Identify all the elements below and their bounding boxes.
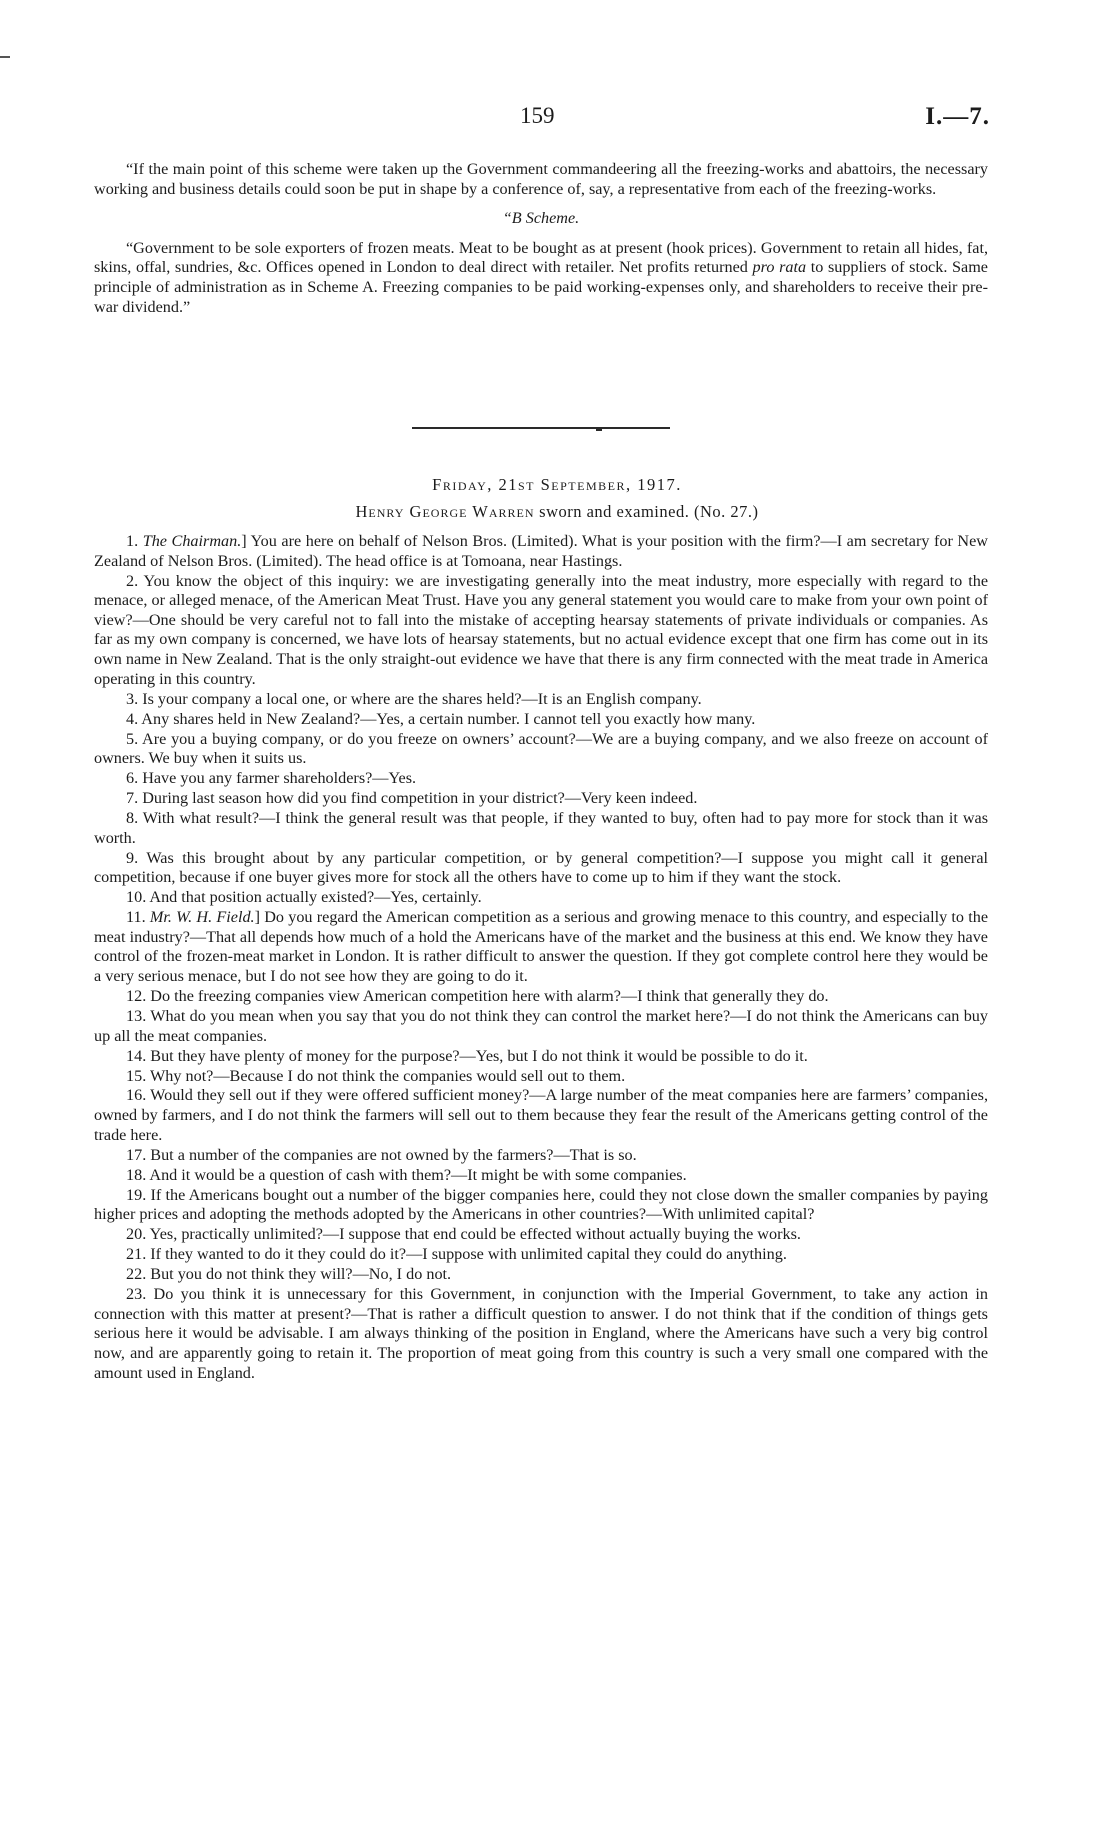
question-7: 7. During last season how did you find competition in your district?—Very keen indeed. [126, 789, 698, 808]
page-number: 159 [520, 103, 555, 128]
question-2: 2. You know the object of this inquiry: we are investigating generally into the meat industry, more especially with regard to the menace, or alleged menace, of the American Meat Trust. Have you any general statement you would care to make from your own point of view?—One should be very careful not to fall into the mistake of accepting hearsay statements of private individuals or companies. As far as my own company is concerned, we have lots of hearsay statements, but no actual evidence except that one firm has come out in its own name in New Zealand. That is the only straight-out evidence we have that there is any firm connected with the meat trade in America operating in this country. [94, 571, 988, 688]
testimony-body [94, 532, 988, 1384]
question-6: 6. Have you any farmer shareholders?—Yes. [126, 769, 417, 788]
question-13: 13. What do you mean when you say that you do not think they can control the market here?—I do not think the Americans can buy up all the meat companies. [94, 1006, 988, 1045]
question-8: 8. With what result?—I think the general result was that people, if they wanted to buy, often had to pay more for stock than it was worth. [94, 809, 988, 847]
question-20: 20. Yes, practically unlimited?—I suppose that end could be effected without actually buying the works. [126, 1225, 801, 1244]
scheme-text-part-2: to suppliers of stock. Same principle of administration as in Scheme A. Freezing companies to be paid working-expenses only, and shareholders to receive their pre-war dividend.” [94, 258, 988, 316]
question-11 [94, 908, 988, 986]
speaker-name: Mr. W. H. Field. [149, 908, 255, 927]
document-reference: I.—7. [925, 103, 990, 130]
question-number: 1. [126, 532, 143, 550]
question-23: 23. Do you think it is unnecessary for this Government, in conjunction with the Imperial Government, to take any action in connection with this matter at present?—That is rather a difficult question to answer. I do not think that if the condition of things gets serious here it would be advisable. I am always thinking of the position in England, where the Americans have such a very big control now, and are apparently going to retain it. The proportion of meat going from this country is such a very small one compared with the amount used in England. [94, 1285, 988, 1382]
speaker-name: The Chairman. [142, 532, 242, 550]
question-text: ] You are here on behalf of Nelson Bros. (Limited). What is your position with the firm?—I am secretary for New Zealand of Nelson Bros. (Limited). The head office is at Tomoana, near Hastings. [94, 532, 988, 570]
quoted-scheme-section [94, 160, 988, 317]
scheme-text-part-1: “Government to be sole exporters of frozen meats. Meat to be bought as at present (hook prices). Government to retain all hides, fat, skins, offal, sundries, &c. Offices opened in London to deal direct with retailer. Net profits returned [94, 238, 988, 277]
question-17: 17. But a number of the companies are not owned by the farmers?—That is so. [126, 1145, 637, 1164]
question-18: 18. And it would be a question of cash with them?—It might be with some companies. [126, 1165, 687, 1184]
question-16: 16. Would they sell out if they were offered sufficient money?—A large number of the meat companies here are farmers’ companies, owned by farmers, and I do not think the farmers will sell out to them because they fear the result of the Americans getting control of the trade here. [94, 1086, 988, 1144]
question-12: 12. Do the freezing companies view American competition here with alarm?—I think that generally they do. [126, 986, 829, 1005]
question-21: 21. If they wanted to do it they could do it?—I suppose with unlimited capital they could do anything. [126, 1245, 787, 1264]
question-5: 5. Are you a buying company, or do you freeze on owners’ account?—We are a buying company, and we also freeze on account of owners. We buy when it suits us. [94, 729, 988, 768]
page-header [0, 103, 1114, 137]
question-1 [94, 532, 988, 571]
quote-intro-paragraph: “If the main point of this scheme were taken up the Government commandeering all the freezing-works and abattoirs, the necessary working and business details could soon be put in shape by a conference of, say, a representative from each of the freezing-works. [94, 160, 988, 198]
scheme-paragraph [94, 239, 988, 317]
scheme-text-italic: pro rata [752, 258, 807, 277]
question-10: 10. And that position actually existed?—Yes, certainly. [126, 888, 482, 907]
question-text: ] Do you regard the American competition as a serious and growing menace to this country, and especially to the meat industry?—That all depends how much of a hold the Americans have of the market and the business at this end. We know they have control of the frozen-meat market in London. It is rather difficult to answer the question. If they got complete control here they would be a very serious menace, but I do not see how they are going to do it. [94, 908, 988, 985]
session-date: Friday, 21st September, 1917. [432, 475, 682, 494]
page-edge-mark [0, 56, 10, 58]
question-4: 4. Any shares held in New Zealand?—Yes, a certain number. I cannot tell you exactly how many. [126, 709, 756, 728]
question-19: 19. If the Americans bought out a number of the bigger companies here, could they not close down the smaller companies by paying higher prices and adopting the methods adopted by the Americans in other countries?—With unlimited capital? [94, 1185, 988, 1224]
question-22: 22. But you do not think they will?—No, I do not. [126, 1265, 452, 1284]
question-9: 9. Was this brought about by any particular competition, or by general competition?—I suppose you might call it general competition, because if one buyer gives more for stock all the others have to come up to him if they want the stock. [94, 848, 988, 887]
scheme-heading: “B Scheme. [502, 209, 580, 228]
section-divider-mark [596, 429, 602, 431]
question-3: 3. Is your company a local one, or where are the shares held?—It is an English company. [126, 689, 702, 708]
witness-heading [0, 502, 1114, 522]
section-divider [412, 427, 670, 429]
question-number: 11. [126, 908, 150, 927]
question-15: 15. Why not?—Because I do not think the companies would sell out to them. [126, 1066, 626, 1085]
witness-name: Henry George Warren [355, 502, 535, 521]
question-14: 14. But they have plenty of money for the purpose?—Yes, but I do not think it would be possible to do it. [126, 1046, 808, 1065]
witness-status: sworn and examined. (No. 27.) [534, 502, 759, 521]
